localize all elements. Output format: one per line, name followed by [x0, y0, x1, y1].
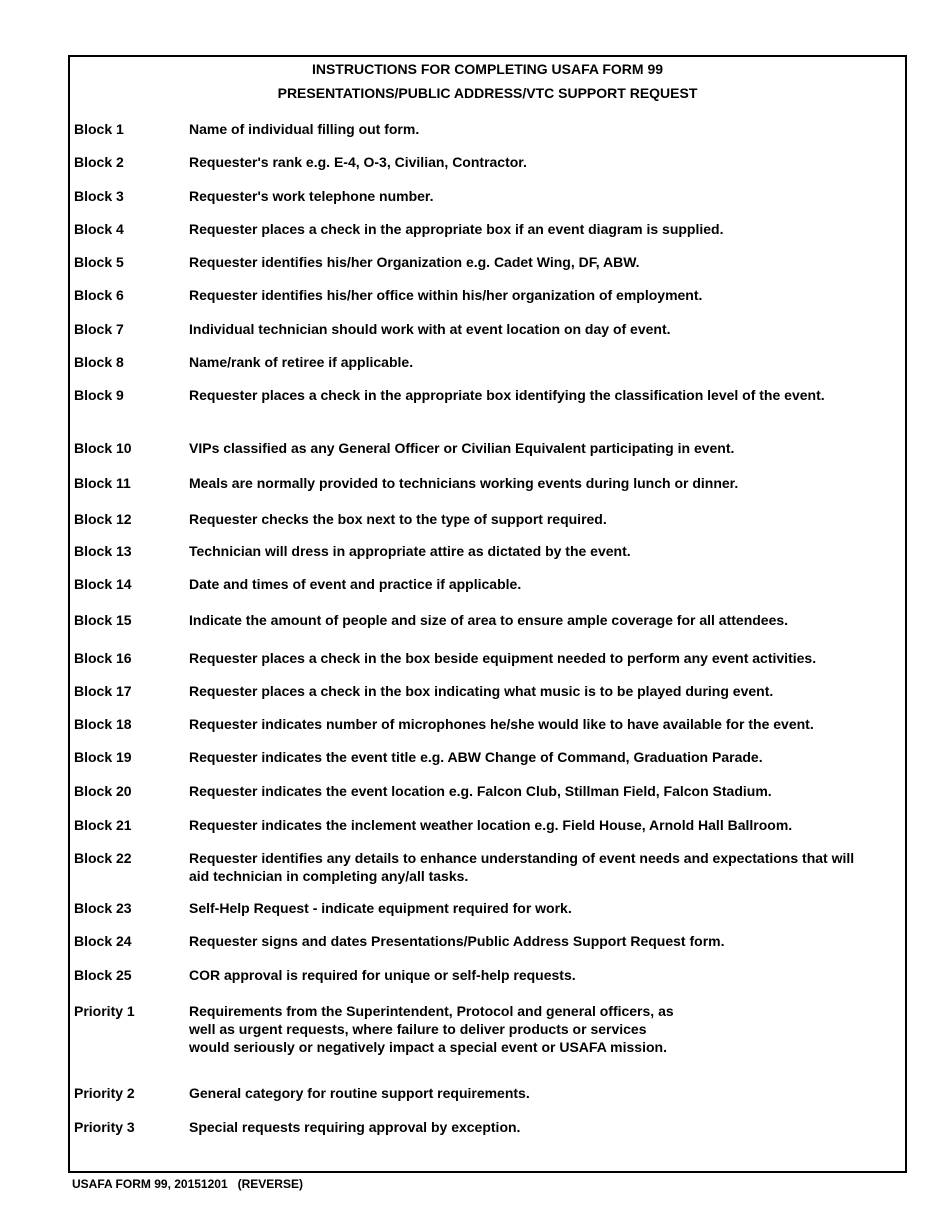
row-text: Name/rank of retiree if applicable. [189, 354, 414, 370]
row-text: Requester places a check in the appropriate box if an event diagram is supplied. [189, 221, 724, 237]
row-text: Self-Help Request - indicate equipment required for work. [189, 900, 572, 916]
row-label: Block 1 [74, 121, 124, 137]
row-label: Block 25 [74, 967, 132, 983]
row-label: Block 21 [74, 817, 132, 833]
row-text: Technician will dress in appropriate attire as dictated by the event. [189, 543, 631, 559]
row-text: General category for routine support requirements. [189, 1085, 530, 1101]
row-text: Special requests requiring approval by exception. [189, 1119, 521, 1135]
form-title-line2: PRESENTATIONS/PUBLIC ADDRESS/VTC SUPPORT REQUEST [277, 85, 698, 101]
row-text: Requester identifies his/her Organization e.g. Cadet Wing, DF, ABW. [189, 254, 640, 270]
row-label: Block 4 [74, 221, 124, 237]
row-text: Requester checks the box next to the type of support required. [189, 511, 607, 527]
row-text: Requester signs and dates Presentations/Public Address Support Request form. [189, 933, 725, 949]
row-text: Name of individual filling out form. [189, 121, 420, 137]
row-label: Block 16 [74, 650, 132, 666]
row-label: Block 20 [74, 783, 132, 799]
row-text: Requester identifies his/her office within his/her organization of employment. [189, 287, 703, 303]
row-label: Block 2 [74, 154, 124, 170]
row-text: Requester identifies any details to enhance understanding of event needs and expectations that will aid technician in completing any/all tasks. [189, 850, 855, 884]
row-label: Block 23 [74, 900, 132, 916]
row-label: Block 13 [74, 543, 132, 559]
row-text: Requester indicates the event location e.g. Falcon Club, Stillman Field, Falcon Stadium. [189, 783, 772, 799]
row-label: Block 5 [74, 254, 124, 270]
row-label: Block 6 [74, 287, 124, 303]
form-footer-id: USAFA FORM 99, 20151201 (REVERSE) [72, 1177, 303, 1191]
row-text: Requester's work telephone number. [189, 188, 434, 204]
row-label: Block 9 [74, 387, 124, 403]
row-text: Requirements from the Superintendent, Protocol and general officers, as well as urgent requests, where failure to deliver products or services would seriously or negatively impact a special event or USAFA mission. [189, 1003, 674, 1055]
row-label: Block 10 [74, 440, 132, 456]
row-label: Priority 3 [74, 1119, 135, 1135]
row-text: Individual technician should work with at event location on day of event. [189, 321, 671, 337]
row-text: VIPs classified as any General Officer or Civilian Equivalent participating in event. [189, 440, 735, 456]
row-text: Requester's rank e.g. E-4, O-3, Civilian, Contractor. [189, 154, 527, 170]
row-text: COR approval is required for unique or self-help requests. [189, 967, 576, 983]
row-label: Priority 2 [74, 1085, 135, 1101]
row-label: Block 11 [74, 475, 131, 491]
row-label: Priority 1 [74, 1003, 135, 1019]
row-label: Block 12 [74, 511, 132, 527]
row-text: Requester places a check in the appropriate box identifying the classification level of the event. [189, 387, 825, 403]
row-label: Block 15 [74, 612, 132, 628]
row-text: Requester places a check in the box beside equipment needed to perform any event activities. [189, 650, 817, 666]
row-text: Requester indicates the event title e.g. ABW Change of Command, Graduation Parade. [189, 749, 763, 765]
row-label: Block 22 [74, 850, 132, 866]
row-label: Block 3 [74, 188, 124, 204]
row-label: Block 18 [74, 716, 132, 732]
row-text: Requester indicates number of microphones he/she would like to have available for the event. [189, 716, 814, 732]
row-label: Block 7 [74, 321, 124, 337]
row-label: Block 17 [74, 683, 132, 699]
row-label: Block 8 [74, 354, 124, 370]
row-label: Block 14 [74, 576, 132, 592]
row-text: Requester places a check in the box indicating what music is to be played during event. [189, 683, 774, 699]
row-text: Indicate the amount of people and size of area to ensure ample coverage for all attendees. [189, 612, 789, 628]
row-text: Requester indicates the inclement weather location e.g. Field House, Arnold Hall Ballroom. [189, 817, 793, 833]
form-title-line1: INSTRUCTIONS FOR COMPLETING USAFA FORM 99 [311, 61, 664, 77]
row-label: Block 24 [74, 933, 132, 949]
row-label: Block 19 [74, 749, 132, 765]
row-text: Meals are normally provided to technicians working events during lunch or dinner. [189, 475, 739, 491]
row-text: Date and times of event and practice if applicable. [189, 576, 522, 592]
